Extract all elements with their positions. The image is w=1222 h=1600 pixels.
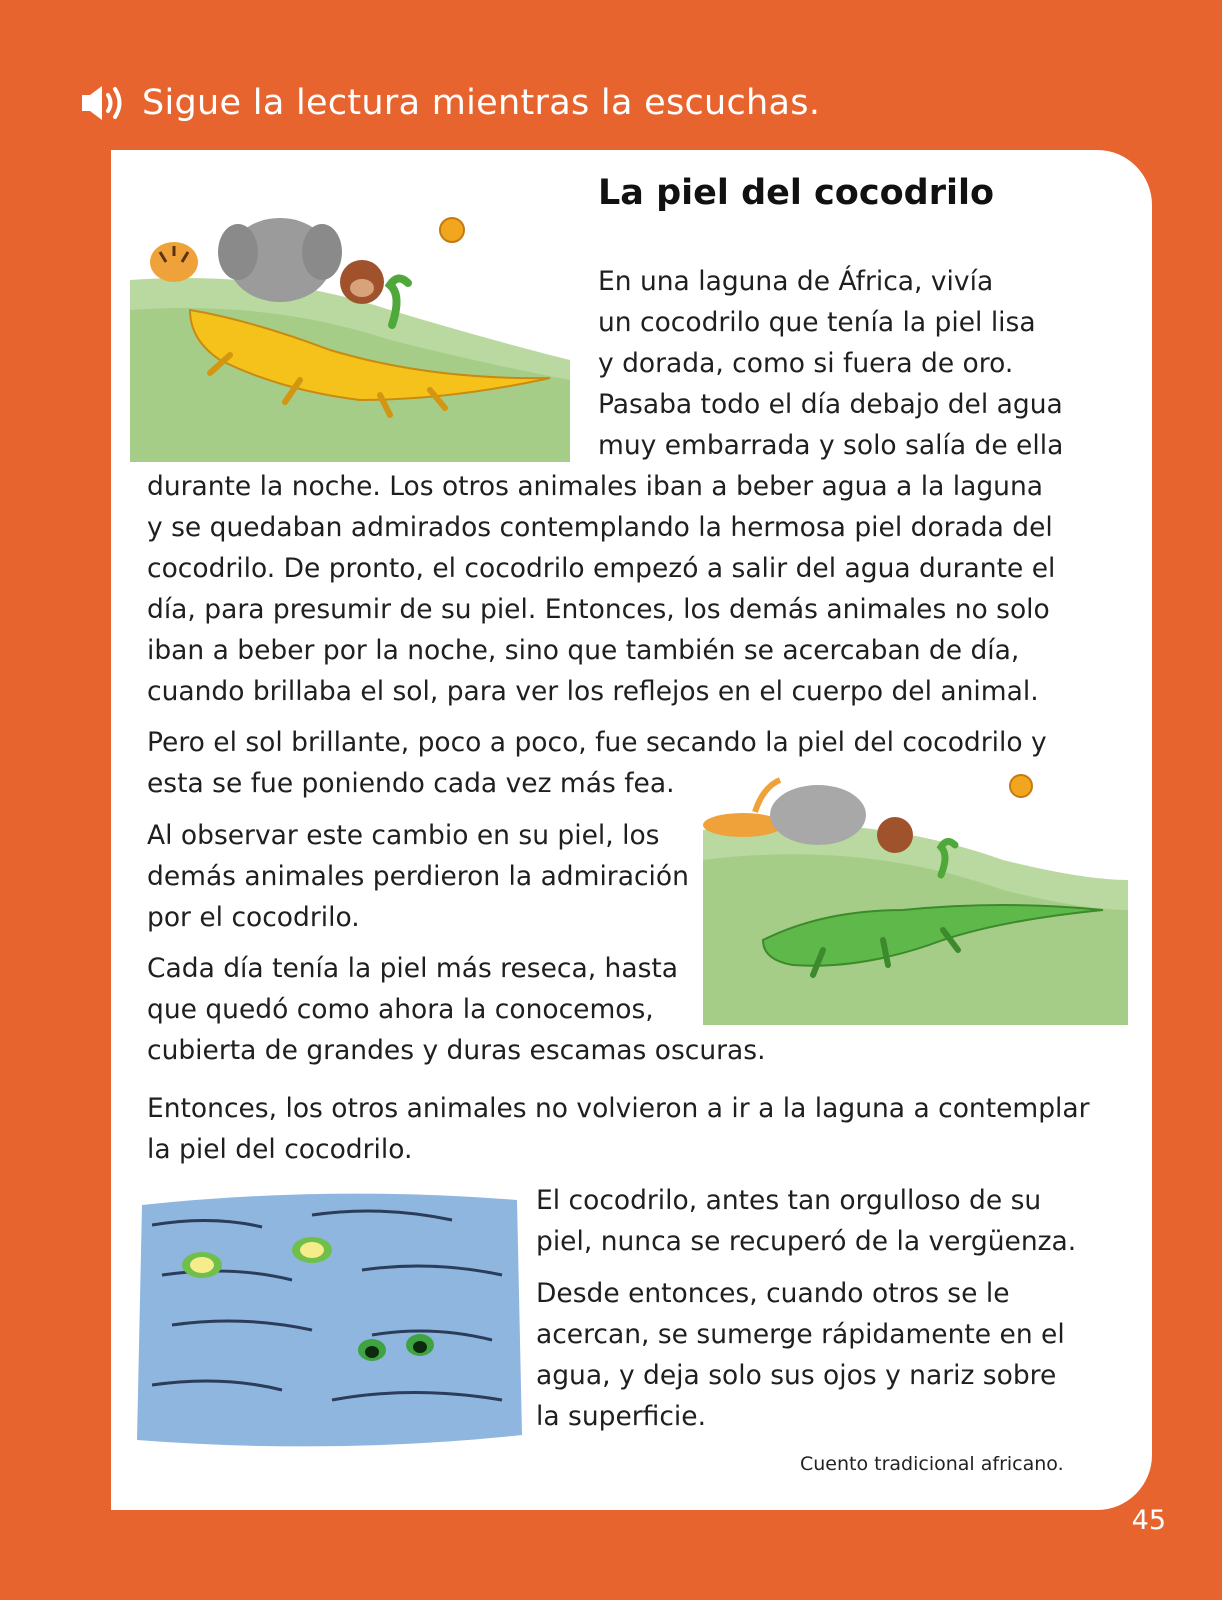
text-line: iban a beber por la noche, sino que también se acercaban de día, xyxy=(147,635,1020,666)
text-line: y dorada, como si fuera de oro. xyxy=(598,348,1014,379)
story-title: La piel del cocodrilo xyxy=(598,173,994,213)
audio-instruction[interactable] xyxy=(80,78,820,128)
text-line: por el cocodrilo. xyxy=(147,902,360,933)
paragraph-5 xyxy=(147,1088,1090,1170)
text-line: piel, nunca se recuperó de la vergüenza. xyxy=(536,1226,1077,1257)
text-line: Al observar este cambio en su piel, los xyxy=(147,820,660,851)
text-line: En una laguna de África, vivía xyxy=(598,266,994,297)
paragraph-1-top xyxy=(598,261,1063,466)
text-line: Cada día tenía la piel más reseca, hasta xyxy=(147,953,679,984)
paragraph-7 xyxy=(536,1273,1065,1437)
text-line: acercan, se sumerge rápidamente en el xyxy=(536,1319,1065,1350)
text-line: esta se fue poniendo cada vez más fea. xyxy=(147,768,675,799)
text-line: cocodrilo. De pronto, el cocodrilo empezó a salir del agua durante el xyxy=(147,553,1056,584)
paragraph-3 xyxy=(147,815,689,938)
text-line: cuando brillaba el sol, para ver los reflejos en el cuerpo del animal. xyxy=(147,676,1039,707)
text-line: Desde entonces, cuando otros se le xyxy=(536,1278,1010,1309)
text-line: un cocodrilo que tenía la piel lisa xyxy=(598,307,1036,338)
instruction-text: Sigue la lectura mientras la escuchas. xyxy=(142,83,821,123)
text-line: El cocodrilo, antes tan orgulloso de su xyxy=(536,1185,1042,1216)
text-line: cubierta de grandes y duras escamas oscuras. xyxy=(147,1035,766,1066)
crocodile-in-water-illustration xyxy=(132,1185,527,1460)
text-line: Pero el sol brillante, poco a poco, fue secando la piel del cocodrilo y xyxy=(147,727,1047,758)
paragraph-1-bottom xyxy=(147,466,1055,712)
text-line: y se quedaban admirados contemplando la hermosa piel dorada del xyxy=(147,512,1053,543)
page-number: 45 xyxy=(1131,1505,1166,1536)
text-line: demás animales perdieron la admiración xyxy=(147,861,689,892)
text-line: durante la noche. Los otros animales iban a beber agua a la laguna xyxy=(147,471,1043,502)
paragraph-6 xyxy=(536,1180,1076,1262)
text-line: la superficie. xyxy=(536,1401,706,1432)
text-line: día, para presumir de su piel. Entonces, los demás animales no solo xyxy=(147,594,1050,625)
paragraph-4 xyxy=(147,948,766,1071)
green-crocodile-illustration xyxy=(703,770,1128,1025)
speaker-icon[interactable] xyxy=(80,83,130,123)
text-line: Entonces, los otros animales no volvieron a ir a la laguna a contemplar xyxy=(147,1093,1090,1124)
story-source: Cuento tradicional africano. xyxy=(800,1453,1064,1475)
text-line: la piel del cocodrilo. xyxy=(147,1134,413,1165)
text-line: que quedó como ahora la conocemos, xyxy=(147,994,654,1025)
golden-crocodile-illustration xyxy=(130,200,570,462)
text-line: muy embarrada y solo salía de ella xyxy=(598,430,1064,461)
text-line: agua, y deja solo sus ojos y nariz sobre xyxy=(536,1360,1057,1391)
text-line: Pasaba todo el día debajo del agua xyxy=(598,389,1063,420)
